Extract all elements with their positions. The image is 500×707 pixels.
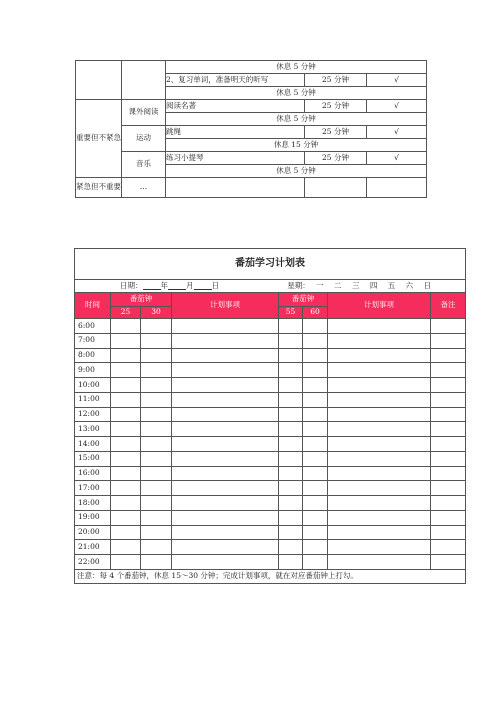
time-cell: 21:00 (75, 540, 111, 555)
subcategory-reading: 课外阅读 (122, 100, 166, 126)
empty-cell (172, 363, 279, 378)
table-row (75, 466, 466, 481)
priority-task-table (75, 60, 427, 198)
rest-row: 休息 5 分钟 (166, 113, 427, 126)
empty-cell (279, 555, 303, 570)
empty-cell (141, 510, 172, 525)
time-cell: 6:00 (75, 319, 111, 334)
task-duration: 25 分钟 (305, 74, 367, 87)
task-duration: 25 分钟 (305, 100, 367, 113)
empty-cell (279, 525, 303, 540)
empty-cell (431, 363, 466, 378)
empty-cell (303, 496, 328, 511)
subcategory-ellipsis: ... (122, 178, 166, 198)
empty-cell (111, 407, 141, 422)
empty-cell (141, 466, 172, 481)
empty-cell (141, 333, 172, 348)
empty-cell (111, 496, 141, 511)
empty-cell (303, 451, 328, 466)
empty-cell (431, 378, 466, 393)
empty-cell (303, 481, 328, 496)
empty-cell (328, 319, 431, 334)
empty-cell (166, 178, 305, 198)
empty-cell (111, 333, 141, 348)
empty-cell (172, 319, 279, 334)
empty-cell (111, 510, 141, 525)
empty-cell (111, 451, 141, 466)
empty-cell (141, 496, 172, 511)
header-remark: 备注 (431, 293, 466, 319)
empty-cell (172, 437, 279, 452)
time-cell: 11:00 (75, 392, 111, 407)
empty-cell (328, 363, 431, 378)
empty-cell (305, 178, 367, 198)
empty-cell (141, 437, 172, 452)
table-row (75, 319, 466, 334)
empty-cell (172, 496, 279, 511)
empty-cell (328, 525, 431, 540)
empty-cell (141, 481, 172, 496)
empty-cell (141, 422, 172, 437)
empty-cell (111, 363, 141, 378)
table-row (75, 437, 466, 452)
task-jump-rope: 跳绳 (166, 126, 305, 139)
empty-cell (431, 540, 466, 555)
empty-cell (303, 348, 328, 363)
subcategory-cell-empty (122, 61, 166, 100)
empty-cell (328, 510, 431, 525)
date-field: 日期： 年 月 日 (120, 280, 219, 290)
empty-cell (431, 510, 466, 525)
empty-cell (141, 451, 172, 466)
empty-cell (111, 481, 141, 496)
header-55: 55 (279, 307, 303, 319)
table-row (75, 481, 466, 496)
empty-cell (367, 178, 427, 198)
table-row (75, 348, 466, 363)
empty-cell (279, 422, 303, 437)
empty-cell (172, 422, 279, 437)
empty-cell (172, 378, 279, 393)
empty-cell (328, 481, 431, 496)
task-violin: 练习小提琴 (166, 152, 305, 165)
empty-cell (279, 466, 303, 481)
empty-cell (141, 555, 172, 570)
empty-cell (431, 437, 466, 452)
empty-cell (141, 392, 172, 407)
table-row (75, 540, 466, 555)
empty-cell (431, 392, 466, 407)
empty-cell (279, 510, 303, 525)
plan-title: 番茄学习计划表 (75, 249, 466, 280)
header-plan-1: 计划事项 (172, 293, 279, 319)
empty-cell (111, 422, 141, 437)
category-cell-empty (76, 61, 122, 100)
table-row (75, 333, 466, 348)
empty-cell (431, 407, 466, 422)
time-cell: 10:00 (75, 378, 111, 393)
empty-cell (328, 496, 431, 511)
table-row (75, 422, 466, 437)
empty-cell (303, 466, 328, 481)
empty-cell (303, 319, 328, 334)
tomato-plan-table (74, 248, 466, 584)
empty-cell (141, 319, 172, 334)
header-tomato-1: 番茄钟 (111, 293, 172, 307)
empty-cell (172, 407, 279, 422)
table-row (75, 392, 466, 407)
table-row (75, 496, 466, 511)
empty-cell (111, 555, 141, 570)
time-cell: 7:00 (75, 333, 111, 348)
empty-cell (431, 451, 466, 466)
empty-cell (111, 378, 141, 393)
empty-cell (431, 422, 466, 437)
empty-cell (141, 407, 172, 422)
empty-cell (172, 481, 279, 496)
empty-cell (141, 540, 172, 555)
header-tomato-2: 番茄钟 (279, 293, 328, 307)
category-urgent-not-important: 紧急但不重要 (76, 178, 122, 198)
empty-cell (328, 348, 431, 363)
task-duration: 25 分钟 (305, 152, 367, 165)
task-check: √ (367, 74, 427, 87)
time-cell: 15:00 (75, 451, 111, 466)
empty-cell (328, 437, 431, 452)
empty-cell (111, 348, 141, 363)
empty-cell (328, 466, 431, 481)
table-row (75, 407, 466, 422)
empty-cell (141, 363, 172, 378)
empty-cell (303, 540, 328, 555)
time-cell: 16:00 (75, 466, 111, 481)
rest-row: 休息 5 分钟 (166, 61, 427, 74)
table-row (75, 451, 466, 466)
empty-cell (111, 392, 141, 407)
empty-cell (279, 392, 303, 407)
time-cell: 8:00 (75, 348, 111, 363)
empty-cell (303, 525, 328, 540)
empty-cell (328, 333, 431, 348)
category-important-not-urgent: 重要但不紧急 (76, 100, 122, 178)
time-cell: 19:00 (75, 510, 111, 525)
table-row (75, 525, 466, 540)
empty-cell (431, 333, 466, 348)
date-row (75, 280, 466, 293)
rest-row: 休息 5 分钟 (166, 87, 427, 100)
header-25: 25 (111, 307, 141, 319)
empty-cell (172, 451, 279, 466)
empty-cell (279, 363, 303, 378)
empty-cell (303, 422, 328, 437)
empty-cell (303, 407, 328, 422)
empty-cell (172, 525, 279, 540)
empty-cell (279, 496, 303, 511)
empty-cell (431, 555, 466, 570)
time-cell: 12:00 (75, 407, 111, 422)
time-cell: 17:00 (75, 481, 111, 496)
table-row (75, 378, 466, 393)
empty-cell (279, 348, 303, 363)
empty-cell (431, 319, 466, 334)
empty-cell (303, 392, 328, 407)
empty-cell (431, 496, 466, 511)
empty-cell (111, 437, 141, 452)
time-cell: 9:00 (75, 363, 111, 378)
empty-cell (279, 451, 303, 466)
empty-cell (279, 378, 303, 393)
subcategory-sports: 运动 (122, 126, 166, 152)
empty-cell (279, 481, 303, 496)
rest-row: 休息 5 分钟 (166, 165, 427, 178)
empty-cell (431, 466, 466, 481)
empty-cell (172, 466, 279, 481)
rest-row: 休息 15 分钟 (166, 139, 427, 152)
empty-cell (111, 466, 141, 481)
time-cell: 18:00 (75, 496, 111, 511)
empty-cell (303, 363, 328, 378)
empty-cell (303, 333, 328, 348)
time-cell: 20:00 (75, 525, 111, 540)
empty-cell (328, 451, 431, 466)
empty-cell (111, 525, 141, 540)
time-cell: 22:00 (75, 555, 111, 570)
task-check: √ (367, 100, 427, 113)
empty-cell (279, 540, 303, 555)
empty-cell (172, 540, 279, 555)
table-row (75, 555, 466, 570)
empty-cell (279, 407, 303, 422)
header-time: 时间 (75, 293, 111, 319)
empty-cell (111, 540, 141, 555)
subcategory-music: 音乐 (122, 152, 166, 178)
task-check: √ (367, 126, 427, 139)
table-row (75, 363, 466, 378)
empty-cell (141, 378, 172, 393)
empty-cell (303, 378, 328, 393)
empty-cell (172, 510, 279, 525)
empty-cell (111, 319, 141, 334)
empty-cell (431, 348, 466, 363)
header-plan-2: 计划事项 (328, 293, 431, 319)
table-row (75, 510, 466, 525)
empty-cell (328, 555, 431, 570)
empty-cell (279, 319, 303, 334)
empty-cell (279, 437, 303, 452)
task-check: √ (367, 152, 427, 165)
header-30: 30 (141, 307, 172, 319)
empty-cell (328, 422, 431, 437)
empty-cell (172, 348, 279, 363)
task-read-classics: 阅读名著 (166, 100, 305, 113)
empty-cell (328, 407, 431, 422)
time-cell: 13:00 (75, 422, 111, 437)
empty-cell (279, 333, 303, 348)
empty-cell (328, 378, 431, 393)
empty-cell (303, 510, 328, 525)
empty-cell (303, 555, 328, 570)
empty-cell (172, 555, 279, 570)
time-rows (75, 319, 466, 570)
time-cell: 14:00 (75, 437, 111, 452)
empty-cell (328, 540, 431, 555)
empty-cell (303, 437, 328, 452)
plan-note: 注意：每 4 个番茄钟，休息 15～30 分钟；完成计划事项，就在对应番茄钟上打勾。 (75, 569, 466, 583)
empty-cell (328, 392, 431, 407)
empty-cell (141, 348, 172, 363)
empty-cell (431, 525, 466, 540)
empty-cell (172, 333, 279, 348)
empty-cell (141, 525, 172, 540)
header-60: 60 (303, 307, 328, 319)
task-duration: 25 分钟 (305, 126, 367, 139)
empty-cell (431, 481, 466, 496)
empty-cell (172, 392, 279, 407)
weekday-field: 星期： 一 二 三 四 五 六 日 (287, 280, 431, 290)
task-review-words: 2、复习单词，准备明天的听写 (166, 74, 305, 87)
